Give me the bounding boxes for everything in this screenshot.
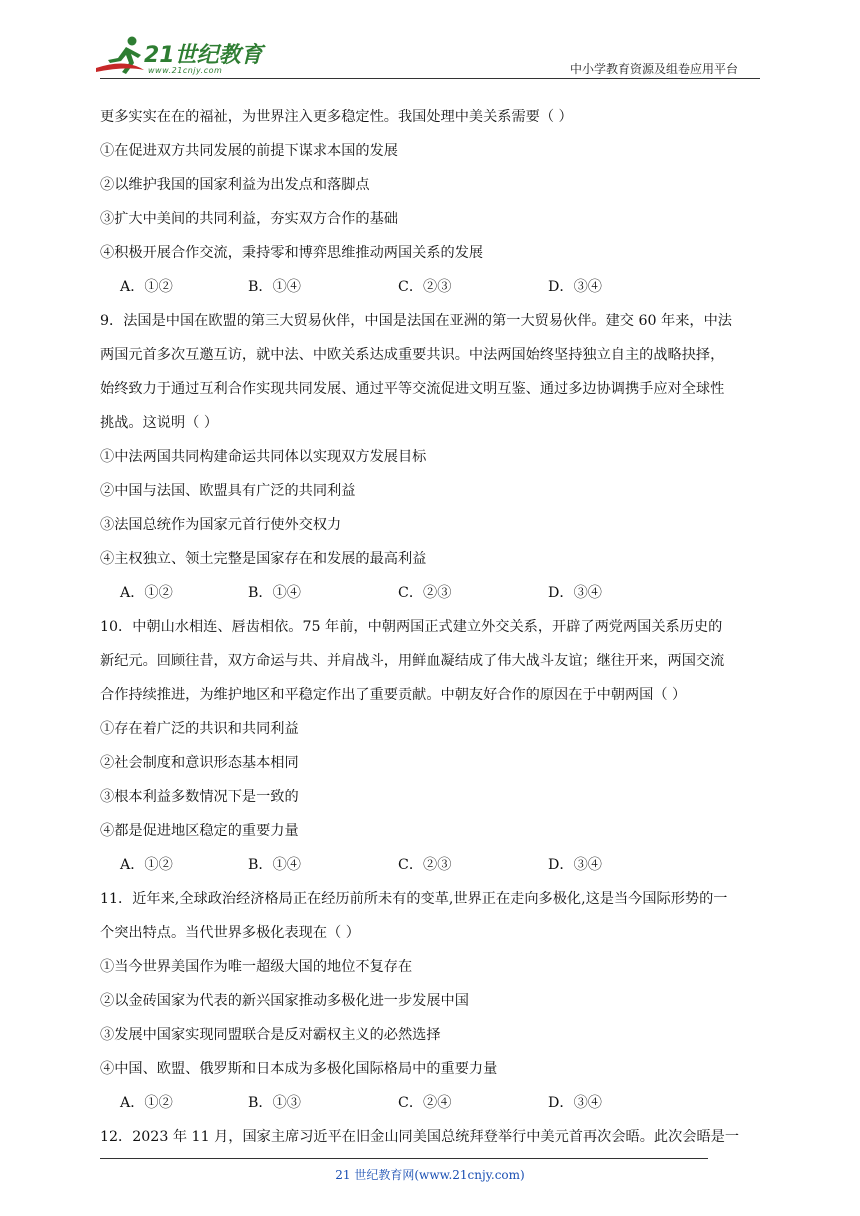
logo-url: www.21cnjy.com	[148, 66, 223, 75]
option-a: A．①②	[120, 585, 173, 601]
answer-options	[100, 270, 762, 304]
choice-item: ④主权独立、领土完整是国家存在和发展的最高利益	[100, 551, 427, 567]
choice-item: ④都是促进地区稳定的重要力量	[100, 823, 299, 839]
stem-line: 始终致力于通过互利合作实现共同发展、通过平等交流促进文明互鉴、通过多边协调携手应对全球性	[100, 381, 725, 397]
choice-item: ③法国总统作为国家元首行使外交权力	[100, 517, 342, 533]
answer-options	[100, 576, 762, 610]
header-divider	[100, 78, 760, 79]
choice-item: ②社会制度和意识形态基本相同	[100, 755, 299, 771]
stem-line: 两国元首多次互邀互访，就中法、中欧关系达成重要共识。中法两国始终坚持独立自主的战略抉择，	[100, 347, 725, 363]
stem-line: 挑战。这说明（ ）	[100, 415, 219, 431]
choice-item: ①在促进双方共同发展的前提下谋求本国的发展	[100, 143, 398, 159]
choice-item: ②以金砖国家为代表的新兴国家推动多极化进一步发展中国	[100, 993, 469, 1009]
option-b: B．①④	[248, 857, 301, 873]
option-a: A．①②	[120, 857, 173, 873]
choice-item: ②以维护我国的国家利益为出发点和落脚点	[100, 177, 370, 193]
option-b: B．①③	[248, 1095, 301, 1111]
option-b: B．①④	[248, 585, 301, 601]
choice-item: ①中法两国共同构建命运共同体以实现双方发展目标	[100, 449, 427, 465]
stem-line: 9．法国是中国在欧盟的第三大贸易伙伴，中国是法国在亚洲的第一大贸易伙伴。建交 60 年来，中法	[100, 313, 732, 329]
question-11	[100, 882, 762, 1120]
option-c: C．②③	[398, 279, 452, 295]
option-d: D．③④	[548, 1095, 602, 1111]
choice-item: ③扩大中美间的共同利益，夯实双方合作的基础	[100, 211, 398, 227]
choice-item: ④积极开展合作交流，秉持零和博弈思维推动两国关系的发展	[100, 245, 484, 261]
option-d: D．③④	[548, 279, 602, 295]
answer-options	[100, 1086, 762, 1120]
platform-title: 中小学教育资源及组卷应用平台	[570, 62, 739, 76]
page-header	[0, 0, 860, 90]
stem-line: 10．中朝山水相连、唇齿相依。75 年前，中朝两国正式建立外交关系，开辟了两党两国关系历史的	[100, 619, 723, 635]
question-content	[100, 100, 762, 1154]
option-c: C．②④	[398, 1095, 452, 1111]
choice-item: ①存在着广泛的共识和共同利益	[100, 721, 299, 737]
option-d: D．③④	[548, 585, 602, 601]
question-9	[100, 304, 762, 610]
option-c: C．②③	[398, 857, 452, 873]
question-10	[100, 610, 762, 882]
stem-line: 个突出特点。当代世界多极化表现在（ ）	[100, 925, 360, 941]
question-8-continued	[100, 100, 762, 304]
footer-divider	[100, 1158, 708, 1159]
option-c: C．②③	[398, 585, 452, 601]
footer-text: 21 世纪教育网(www.21cnjy.com)	[335, 1168, 525, 1182]
stem-line: 合作持续推进，为维护地区和平稳定作出了重要贡献。中朝友好合作的原因在于中朝两国（ ）	[100, 687, 687, 703]
stem-line: 新纪元。回顾往昔，双方命运与共、并肩战斗，用鲜血凝结成了伟大战斗友谊；继往开来，两国交流	[100, 653, 725, 669]
stem-line: 11．近年来,全球政治经济格局正在经历前所未有的变革,世界正在走向多极化,这是当今国际形势的一	[100, 891, 728, 907]
option-d: D．③④	[548, 857, 602, 873]
option-b: B．①④	[248, 279, 301, 295]
choice-item: ②中国与法国、欧盟具有广泛的共同利益	[100, 483, 356, 499]
option-a: A．①②	[120, 279, 173, 295]
choice-item: ③根本利益多数情况下是一致的	[100, 789, 299, 805]
stem-line: 更多实实在在的福祉，为世界注入更多稳定性。我国处理中美关系需要（ ）	[100, 109, 573, 125]
logo-text: 21世纪教育	[144, 43, 263, 68]
choice-item: ③发展中国家实现同盟联合是反对霸权主义的必然选择	[100, 1027, 441, 1043]
question-12	[100, 1120, 762, 1154]
choice-item: ①当今世界美国作为唯一超级大国的地位不复存在	[100, 959, 413, 975]
option-a: A．①②	[120, 1095, 173, 1111]
choice-item: ④中国、欧盟、俄罗斯和日本成为多极化国际格局中的重要力量	[100, 1061, 498, 1077]
answer-options	[100, 848, 762, 882]
stem-line: 12．2023 年 11 月，国家主席习近平在旧金山同美国总统拜登举行中美元首再次会晤。此次会晤是一	[100, 1129, 740, 1145]
